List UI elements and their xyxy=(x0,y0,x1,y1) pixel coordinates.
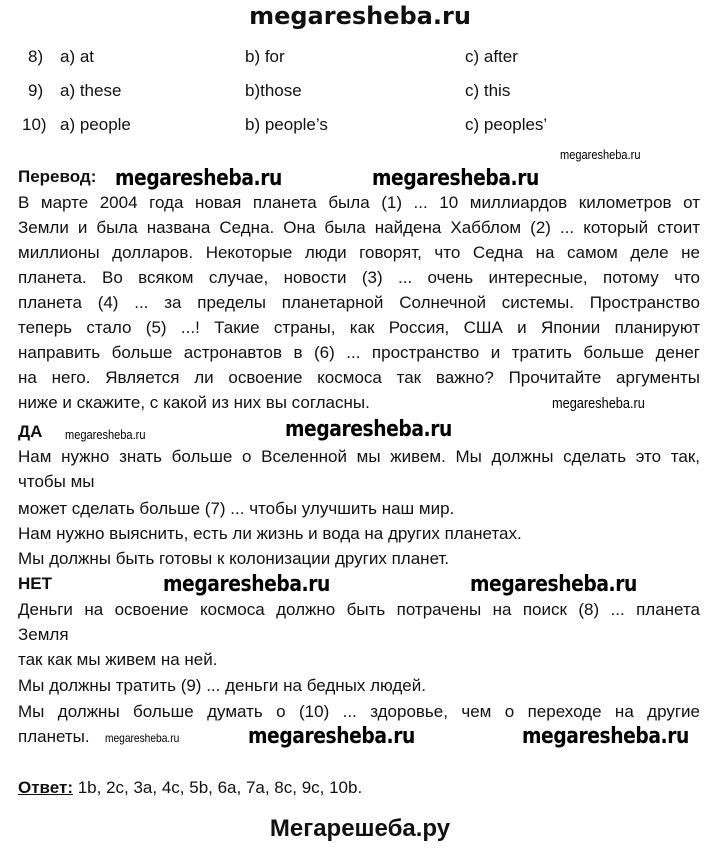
answer-line xyxy=(18,778,700,798)
option-a: a) people xyxy=(60,115,131,134)
option-b: b) for xyxy=(245,47,285,66)
text-line: Земля xyxy=(18,625,69,644)
text-line: планета (4) ... за пределы планетарной Солнечной системы. Пространство xyxy=(18,293,700,312)
yes-heading: ДА xyxy=(18,422,43,441)
text-line: Нам нужно знать больше о Вселенной мы живем. Мы должны сделать это так, xyxy=(18,447,700,466)
no-heading: НЕТ xyxy=(18,574,52,593)
watermark: megaresheba.ru xyxy=(285,417,452,442)
text-line: Мы должны тратить (9) ... деньги на бедных людей. xyxy=(18,676,426,695)
watermark: megaresheba.ru xyxy=(163,572,330,597)
watermark-small: megaresheba.ru xyxy=(560,147,641,162)
site-footer[interactable]: Мегарешеба.ру xyxy=(269,815,451,842)
option-a: a) at xyxy=(60,47,95,66)
text-line: может сделать больше (7) ... чтобы улучшить наш мир. xyxy=(18,499,455,518)
watermark: megaresheba.ru xyxy=(248,724,415,749)
text-line: Нам нужно выяснить, есть ли жизнь и вода на других планетах. xyxy=(18,524,522,543)
text-line: ниже и скажите, с какой из них вы согласны. xyxy=(18,393,370,412)
text-line: В марте 2004 года новая планета была (1) ... 10 миллиардов километров от xyxy=(18,193,700,212)
translation-heading: Перевод: xyxy=(18,167,97,186)
option-number: 9) xyxy=(28,81,44,100)
text-line: так как мы живем на ней. xyxy=(18,650,218,669)
option-a: a) these xyxy=(60,81,122,100)
option-number: 8) xyxy=(28,47,44,66)
option-c: c) after xyxy=(465,47,518,66)
watermark: megaresheba.ru xyxy=(115,166,282,191)
text-line: направить больше астронавтов в (6) ... пространство и тратить больше денег xyxy=(18,343,700,362)
text-line: миллионы долларов. Некоторые люди говорят, что Седна на самом деле не xyxy=(18,243,700,262)
watermark: megaresheba.ru xyxy=(372,166,539,191)
site-header[interactable]: megaresheba.ru xyxy=(249,2,471,30)
option-c: c) this xyxy=(465,81,511,100)
option-number: 10) xyxy=(22,115,47,134)
text-line: планета. Во всяком случае, новости (3) ... очень интересные, потому что xyxy=(18,268,700,287)
text-line: планеты. xyxy=(18,727,90,746)
text-line: Деньги на освоение космоса должно быть потрачены на поиск (8) ... планета xyxy=(18,600,700,619)
watermark: megaresheba.ru xyxy=(522,724,689,749)
option-b: b)those xyxy=(245,81,302,100)
answer-text: 1b, 2c, 3a, 4c, 5b, 6a, 7a, 8c, 9c, 10b. xyxy=(73,778,363,797)
text-line: Мы должны больше думать о (10) ... здоровье, чем о переходе на другие xyxy=(18,702,700,721)
text-line: Земли и была названа Седна. Она была найдена Хабблом (2) ... который стоит xyxy=(18,218,700,237)
answer-label: Ответ: xyxy=(18,778,73,797)
text-line: чтобы мы xyxy=(18,472,95,491)
watermark-small: megaresheba.ru xyxy=(552,395,645,412)
text-line: Мы должны быть готовы к колонизации других планет. xyxy=(18,549,450,568)
option-c: c) peoples’ xyxy=(465,115,548,134)
watermark-small: megaresheba.ru xyxy=(65,427,146,442)
text-line: на него. Является ли освоение космоса так важно? Прочитайте аргументы xyxy=(18,368,700,387)
watermark-small: megaresheba.ru xyxy=(105,731,180,745)
option-b: b) people’s xyxy=(245,115,328,134)
watermark: megaresheba.ru xyxy=(470,572,637,597)
text-line: теперь стало (5) ...! Такие страны, как Россия, США и Японии планируют xyxy=(18,318,700,337)
